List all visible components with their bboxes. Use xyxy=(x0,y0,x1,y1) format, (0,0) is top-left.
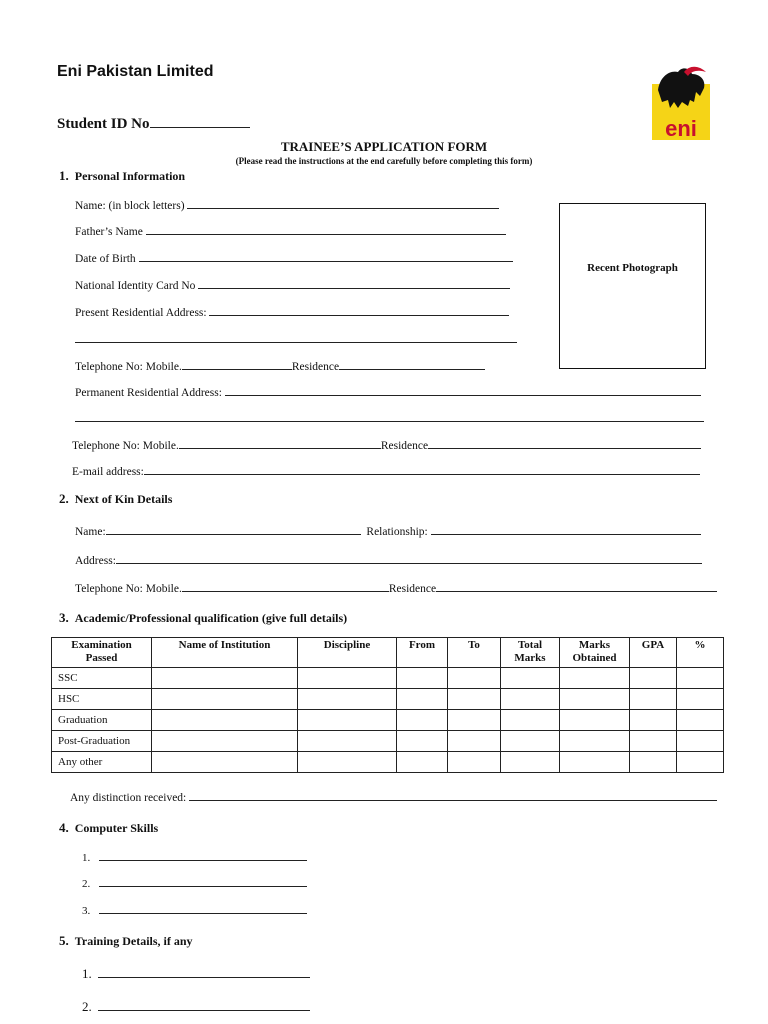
column-header: From xyxy=(397,638,448,668)
student-id-field[interactable] xyxy=(57,116,250,133)
column-header: Name of Institution xyxy=(152,638,298,668)
email-field[interactable]: E-mail address: xyxy=(72,463,700,478)
computer-skill-blank[interactable] xyxy=(99,875,307,887)
permanent-telephone-field[interactable]: Telephone No: Mobile. Residence xyxy=(72,437,701,452)
table-cell[interactable] xyxy=(630,752,677,773)
photo-label: Recent Photograph xyxy=(587,262,678,274)
table-cell[interactable] xyxy=(560,668,630,689)
table-cell[interactable] xyxy=(298,752,397,773)
table-cell[interactable] xyxy=(501,752,560,773)
table-cell[interactable] xyxy=(630,668,677,689)
table-cell[interactable] xyxy=(501,668,560,689)
training-item[interactable]: 2. xyxy=(82,997,310,1015)
table-cell[interactable] xyxy=(560,689,630,710)
row-label: SSC xyxy=(52,668,152,689)
table-cell[interactable] xyxy=(298,668,397,689)
table-cell[interactable] xyxy=(677,689,724,710)
distinction-field[interactable]: Any distinction received: xyxy=(70,789,717,804)
kin-mobile-blank[interactable] xyxy=(182,580,389,592)
kin-address-field[interactable]: Address: xyxy=(75,552,702,567)
column-header: To xyxy=(448,638,501,668)
table-cell[interactable] xyxy=(397,710,448,731)
table-cell[interactable] xyxy=(501,710,560,731)
table-cell[interactable] xyxy=(448,668,501,689)
kin-relationship-blank[interactable] xyxy=(431,523,701,535)
column-header: % xyxy=(677,638,724,668)
computer-skill-item[interactable]: 1. xyxy=(82,849,307,864)
kin-address-blank[interactable] xyxy=(116,552,702,564)
section-computer-heading: 4. Computer Skills xyxy=(59,820,159,835)
company-name: Eni Pakistan Limited xyxy=(57,63,214,80)
dob-blank[interactable] xyxy=(139,250,513,262)
present-address-line-2[interactable] xyxy=(75,331,517,343)
student-id-label: Student ID No xyxy=(57,116,150,132)
table-cell[interactable] xyxy=(677,731,724,752)
table-cell[interactable] xyxy=(298,710,397,731)
qualification-table xyxy=(51,637,724,773)
computer-skill-item[interactable]: 2. xyxy=(82,875,307,890)
table-row xyxy=(52,668,724,689)
table-cell[interactable] xyxy=(397,689,448,710)
table-cell[interactable] xyxy=(448,731,501,752)
table-cell[interactable] xyxy=(560,731,630,752)
row-label: Post-Graduation xyxy=(52,731,152,752)
table-cell[interactable] xyxy=(298,731,397,752)
distinction-blank[interactable] xyxy=(189,789,717,801)
kin-telephone-field[interactable]: Telephone No: Mobile. Residence xyxy=(75,580,717,595)
table-cell[interactable] xyxy=(560,710,630,731)
section-training-heading: 5. Training Details, if any xyxy=(59,933,193,948)
table-cell[interactable] xyxy=(152,710,298,731)
column-header: GPA xyxy=(630,638,677,668)
table-row xyxy=(52,731,724,752)
table-cell[interactable] xyxy=(448,710,501,731)
father-name-blank[interactable] xyxy=(146,223,506,235)
eni-logo xyxy=(648,62,714,142)
kin-name-blank[interactable] xyxy=(106,523,361,535)
permanent-address-blank[interactable] xyxy=(225,384,701,396)
permanent-address-field[interactable]: Permanent Residential Address: xyxy=(75,384,701,399)
nic-blank[interactable] xyxy=(198,277,510,289)
section-academic-heading: 3. Academic/Professional qualification (give full details) xyxy=(59,610,348,625)
table-cell[interactable] xyxy=(298,689,397,710)
computer-skill-item[interactable]: 3. xyxy=(82,902,307,917)
section-kin-heading: 2. Next of Kin Details xyxy=(59,491,173,506)
row-label: HSC xyxy=(52,689,152,710)
table-cell[interactable] xyxy=(448,752,501,773)
table-cell[interactable] xyxy=(630,731,677,752)
present-address-field[interactable]: Present Residential Address: xyxy=(75,304,509,319)
table-cell[interactable] xyxy=(677,668,724,689)
table-row xyxy=(52,710,724,731)
eni-logo-text: eni xyxy=(665,116,697,141)
column-header: Discipline xyxy=(298,638,397,668)
present-mobile-blank[interactable] xyxy=(182,358,292,370)
table-cell[interactable] xyxy=(397,668,448,689)
father-name-field[interactable]: Father’s Name xyxy=(75,223,506,238)
training-blank[interactable] xyxy=(98,964,310,978)
table-cell[interactable] xyxy=(448,689,501,710)
training-blank[interactable] xyxy=(98,997,310,1011)
table-cell[interactable] xyxy=(560,752,630,773)
table-cell[interactable] xyxy=(152,689,298,710)
table-cell[interactable] xyxy=(630,689,677,710)
column-header: Examination Passed xyxy=(52,638,152,668)
row-label: Any other xyxy=(52,752,152,773)
kin-name-field[interactable]: Name: Relationship: xyxy=(75,523,701,538)
table-cell[interactable] xyxy=(630,710,677,731)
present-residence-blank[interactable] xyxy=(339,358,485,370)
computer-skill-blank[interactable] xyxy=(99,902,307,914)
column-header: Total Marks xyxy=(501,638,560,668)
name-field[interactable]: Name: (in block letters) xyxy=(75,197,499,212)
table-cell[interactable] xyxy=(501,731,560,752)
table-header-row xyxy=(52,638,724,668)
table-row xyxy=(52,752,724,773)
table-cell[interactable] xyxy=(152,668,298,689)
name-blank[interactable] xyxy=(187,197,499,209)
table-cell[interactable] xyxy=(397,731,448,752)
table-cell[interactable] xyxy=(677,752,724,773)
permanent-residence-blank[interactable] xyxy=(428,437,701,449)
dob-field[interactable]: Date of Birth xyxy=(75,250,513,265)
email-blank[interactable] xyxy=(144,463,700,475)
form-title: TRAINEE’S APPLICATION FORM xyxy=(280,139,488,154)
computer-skill-blank[interactable] xyxy=(99,849,307,861)
form-instructions: (Please read the instructions at the end carefully before completing this form) xyxy=(235,156,533,166)
permanent-address-line-2[interactable] xyxy=(75,410,704,422)
table-cell[interactable] xyxy=(677,710,724,731)
nic-field[interactable]: National Identity Card No xyxy=(75,277,510,292)
section-personal-heading: 1. Personal Information xyxy=(59,168,186,183)
present-address-blank[interactable] xyxy=(209,304,509,316)
table-row xyxy=(52,689,724,710)
table-cell[interactable] xyxy=(152,731,298,752)
permanent-mobile-blank[interactable] xyxy=(179,437,381,449)
table-cell[interactable] xyxy=(152,752,298,773)
photo-box[interactable] xyxy=(559,203,706,369)
table-cell[interactable] xyxy=(501,689,560,710)
present-telephone-field[interactable]: Telephone No: Mobile. Residence xyxy=(75,358,485,373)
table-cell[interactable] xyxy=(397,752,448,773)
training-item[interactable]: 1. xyxy=(82,964,310,982)
kin-residence-blank[interactable] xyxy=(436,580,717,592)
student-id-blank[interactable] xyxy=(150,116,250,128)
column-header: Marks Obtained xyxy=(560,638,630,668)
row-label: Graduation xyxy=(52,710,152,731)
